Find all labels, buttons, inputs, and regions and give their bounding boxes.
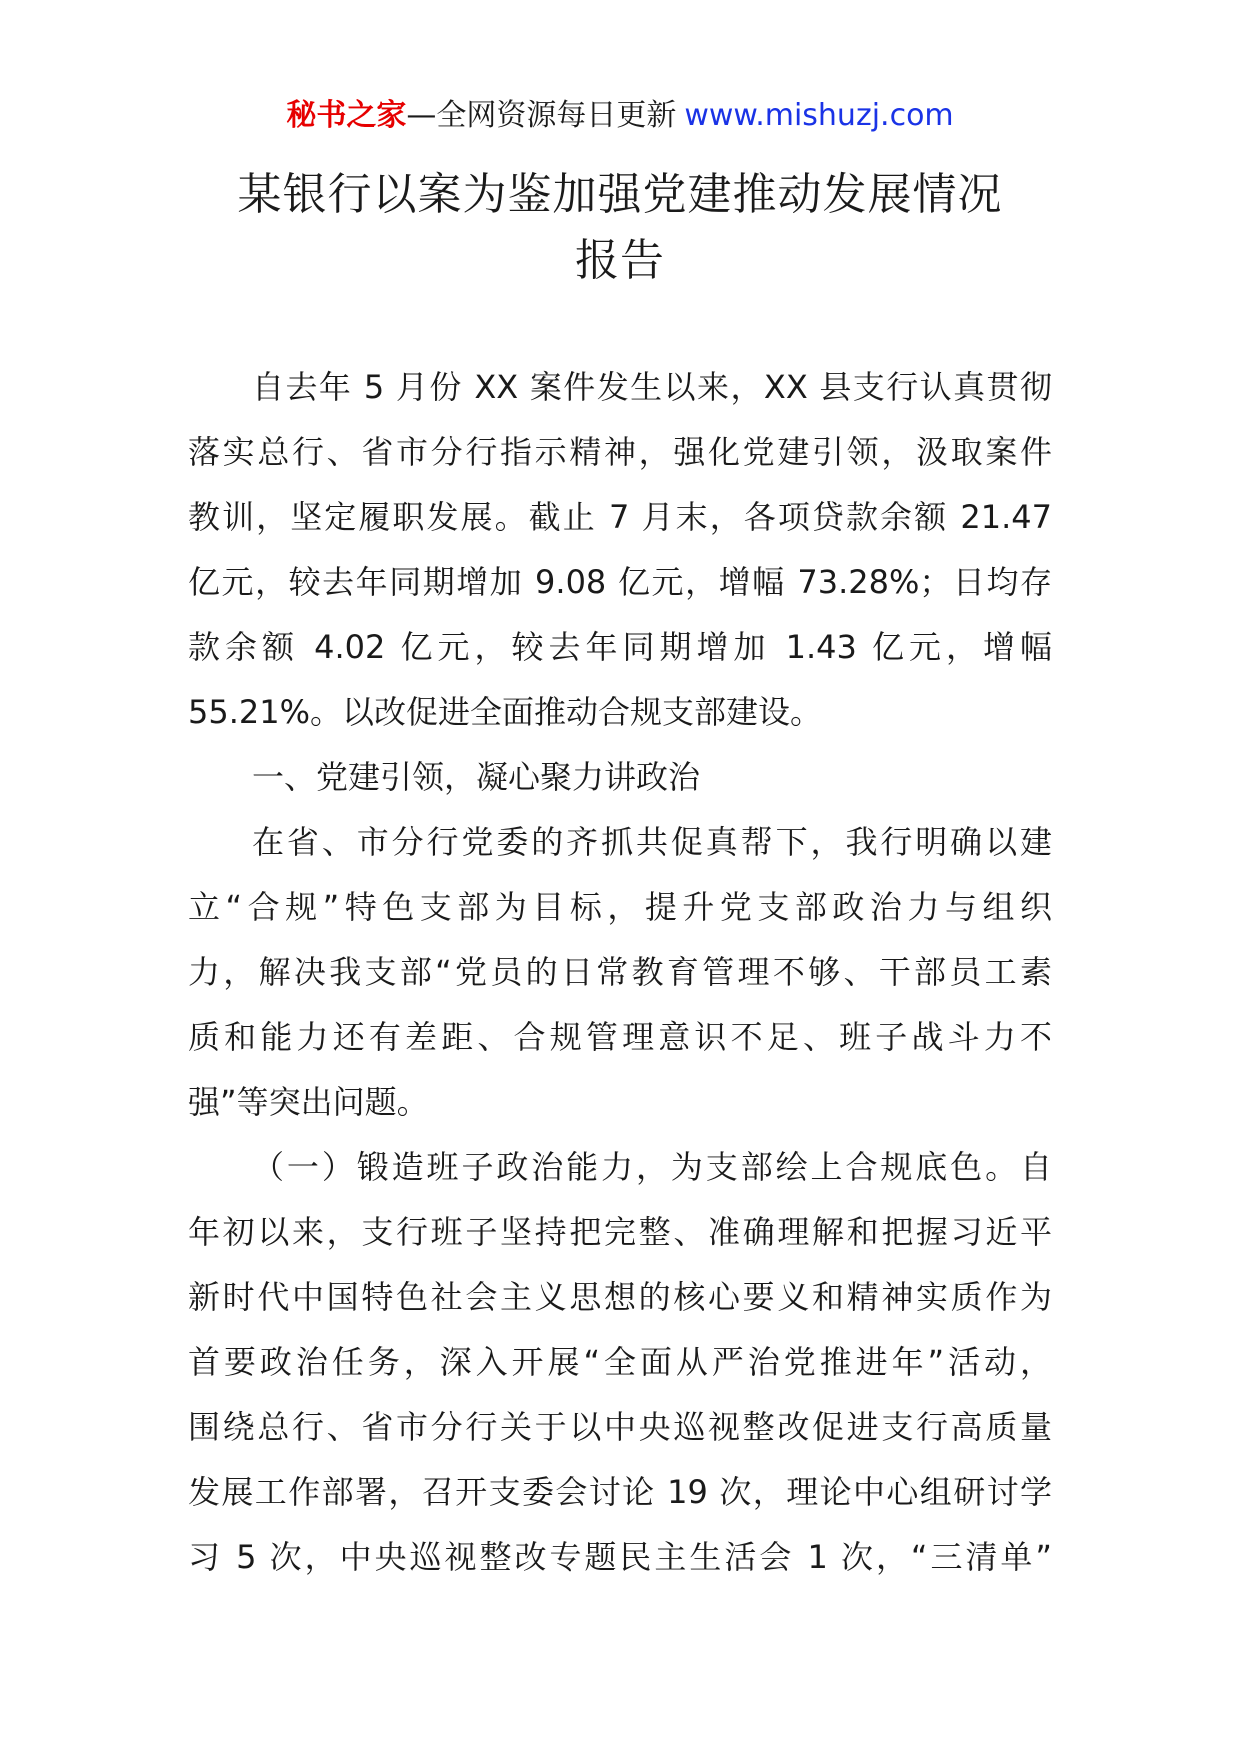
site-url-link[interactable]: www.mishuzj.com [684,98,954,133]
paragraph-3-line: （一）锻造班子政治能力，为支部绘上合规底色。自 [252,1148,1052,1186]
paragraph-1-line: 55.21%。以改促进全面推动合规支部建设。 [188,693,823,731]
section-heading: 一、党建引领，凝心聚力讲政治 [252,758,701,796]
paragraph-1-line: 落实总行、省市分行指示精神，强化党建引领，汲取案件 [188,433,1052,471]
paragraph-3-line: 发展工作部署，召开支委会讨论 19 次，理论中心组研讨学 [188,1473,1052,1511]
brand-name: 秘书之家 [286,98,407,133]
paragraph-1-line: 自去年 5 月份 XX 案件发生以来，XX 县支行认真贯彻 [252,368,1052,406]
title-line-1: 某银行以案为鉴加强党建推动发展情况 [237,169,1003,220]
paragraph-2-line: 立“合规”特色支部为目标，提升党支部政治力与组织 [188,888,1052,926]
header-slogan: —全网资源每日更新 [406,98,677,133]
paragraph-3-line: 首要政治任务，深入开展“全面从严治党推进年”活动， [188,1343,1052,1381]
paragraph-3-line: 年初以来，支行班子坚持把完整、准确理解和把握习近平 [188,1213,1052,1251]
paragraph-1-line: 款余额 4.02 亿元，较去年同期增加 1.43 亿元，增幅 [188,628,1052,666]
paragraph-2-line: 强”等突出问题。 [188,1083,429,1121]
site-header [0,96,1240,136]
document-body [188,355,1052,1590]
paragraph-2-line: 力，解决我支部“党员的日常教育管理不够、干部员工素 [188,953,1052,991]
paragraph-3-line: 围绕总行、省市分行关于以中央巡视整改促进支行高质量 [188,1408,1052,1446]
paragraph-1-line: 教训，坚定履职发展。截止 7 月末，各项贷款余额 21.47 [188,498,1052,536]
paragraph-1-line: 亿元，较去年同期增加 9.08 亿元，增幅 73.28%；日均存 [188,563,1052,601]
paragraph-3-line: 新时代中国特色社会主义思想的核心要义和精神实质作为 [188,1278,1052,1316]
paragraph-2-line: 质和能力还有差距、合规管理意识不足、班子战斗力不 [188,1018,1052,1056]
title-line-2: 报告 [575,235,665,286]
paragraph-2-line: 在省、市分行党委的齐抓共促真帮下，我行明确以建 [252,823,1052,861]
document-title [120,162,1120,294]
paragraph-3-line: 习 5 次，中央巡视整改专题民主生活会 1 次，“三清单” [188,1538,1052,1576]
